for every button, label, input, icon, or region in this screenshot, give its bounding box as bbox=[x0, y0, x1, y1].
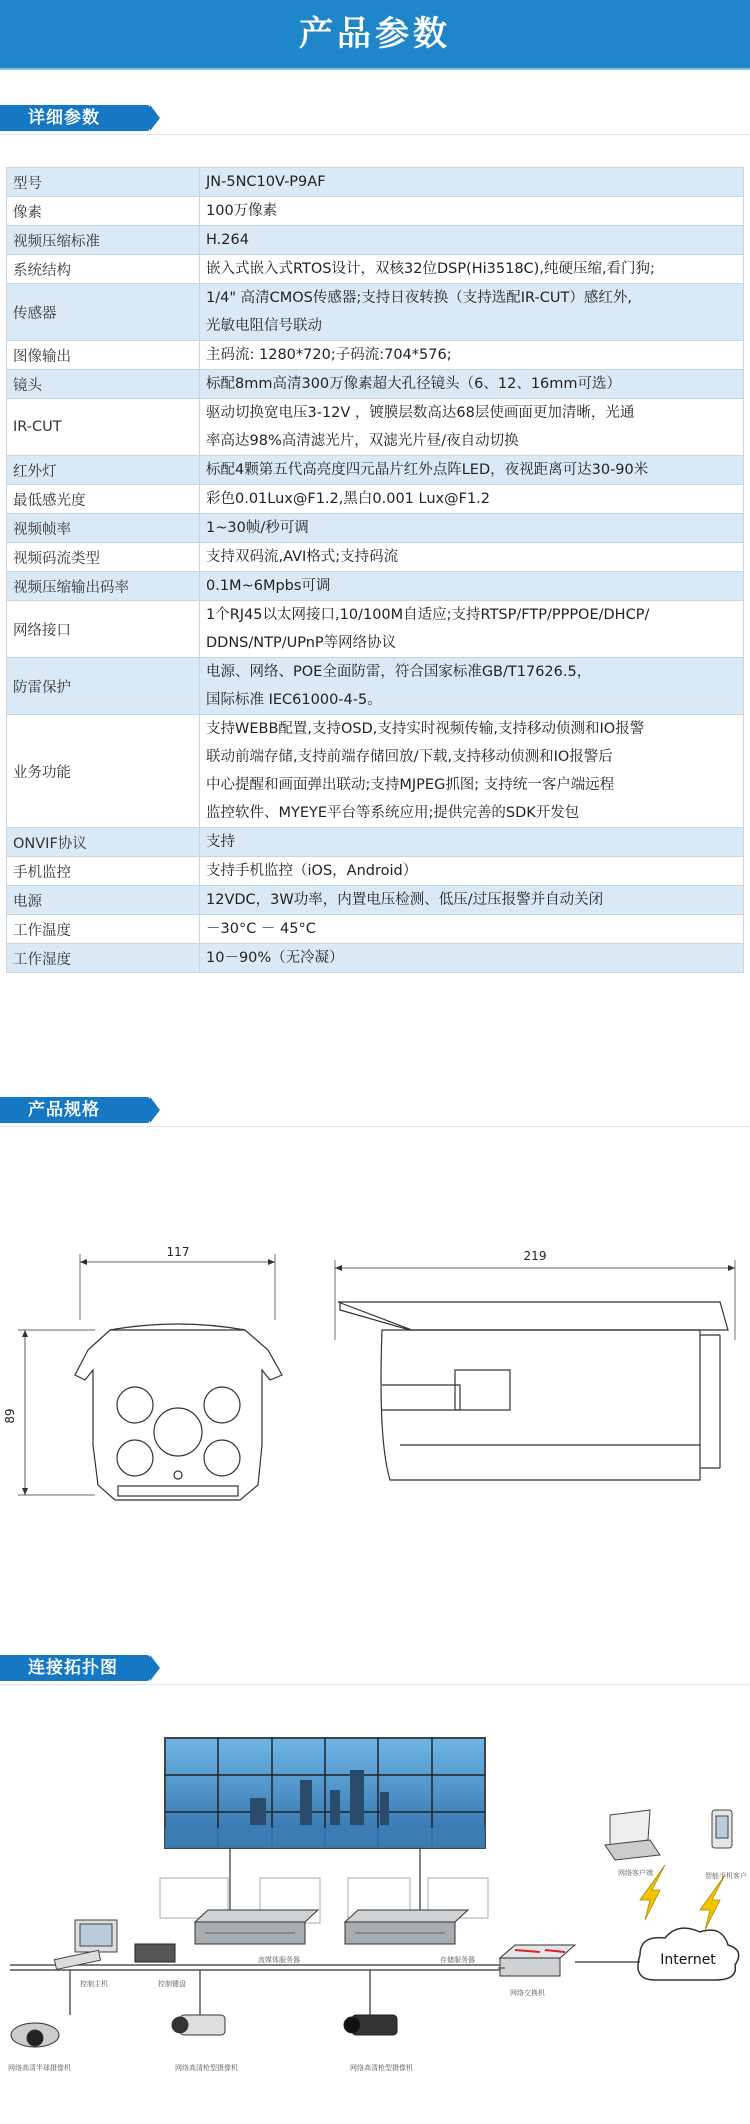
switch-label: 网络交换机 bbox=[510, 1989, 545, 1997]
spec-table bbox=[6, 167, 744, 973]
console-pc bbox=[54, 1920, 117, 1969]
server-1 bbox=[195, 1910, 318, 1944]
spec-row bbox=[7, 399, 744, 456]
spec-key: IR-CUT bbox=[7, 399, 200, 456]
laptop-client bbox=[605, 1810, 660, 1860]
section-title: 产品规格 bbox=[28, 1100, 100, 1120]
server-2 bbox=[345, 1910, 468, 1944]
spec-key: 电源 bbox=[7, 886, 200, 915]
spec-row bbox=[7, 658, 744, 715]
spec-value bbox=[200, 197, 744, 226]
spec-value-line: 彩色0.01Lux@F1.2,黑白0.001 Lux@F1.2 bbox=[206, 491, 491, 507]
video-wall bbox=[165, 1738, 485, 1848]
bullet-camera-white bbox=[172, 2015, 225, 2035]
section-header-topology bbox=[0, 1646, 750, 1686]
spec-key: 系统结构 bbox=[7, 255, 200, 284]
spec-value-line: H.264 bbox=[206, 232, 249, 248]
server1-label: 流媒体服务器 bbox=[258, 1956, 300, 1964]
cam2-label: 网络高清枪型摄像机 bbox=[175, 2064, 238, 2072]
spec-key: 网络接口 bbox=[7, 601, 200, 658]
spec-row bbox=[7, 601, 744, 658]
front-view bbox=[18, 1254, 282, 1500]
spec-value-line: 嵌入式嵌入式RTOS设计，双核32位DSP(Hi3518C),纯硬压缩,看门狗; bbox=[206, 261, 655, 277]
internet-cloud bbox=[638, 1928, 739, 1980]
spec-key: 图像输出 bbox=[7, 341, 200, 370]
spec-row bbox=[7, 197, 744, 226]
section-title: 详细参数 bbox=[28, 108, 100, 128]
spec-key: 防雷保护 bbox=[7, 658, 200, 715]
server2-label: 存储服务器 bbox=[440, 1956, 475, 1964]
side-length-label: 219 bbox=[523, 1249, 547, 1263]
spec-value-line: 国际标准 IEC61000-4-5。 bbox=[206, 692, 382, 708]
spec-value-line: 监控软件、MYEYE平台等系统应用;提供完善的SDK开发包 bbox=[206, 805, 580, 821]
page-banner bbox=[0, 0, 750, 70]
control-keyboard bbox=[135, 1944, 175, 1962]
spec-value-line: 1个RJ45以太网接口,10/100M自适应;支持RTSP/FTP/PPPOE/DHCP/ bbox=[206, 607, 650, 623]
spec-key: 视频压缩输出码率 bbox=[7, 572, 200, 601]
spec-value-line: 0.1M~6Mpbs可调 bbox=[206, 578, 331, 594]
spec-value bbox=[200, 456, 744, 485]
spec-value bbox=[200, 255, 744, 284]
bullet-camera-black bbox=[344, 2015, 397, 2035]
spec-value bbox=[200, 284, 744, 341]
spec-key: 手机监控 bbox=[7, 857, 200, 886]
page-title: 产品参数 bbox=[299, 14, 451, 54]
spec-value-line: 中心提醒和画面弹出联动;支持MJPEG抓图; 支持统一客户端远程 bbox=[206, 777, 615, 793]
internet-label: Internet bbox=[660, 1952, 716, 1968]
spec-value bbox=[200, 572, 744, 601]
keyboard-label: 控制键盘 bbox=[158, 1980, 186, 1988]
spec-value bbox=[200, 944, 744, 973]
front-width-label: 117 bbox=[166, 1245, 190, 1259]
pc-client-label: 网络客户端 bbox=[618, 1869, 653, 1877]
spec-value-line: 主码流: 1280*720;子码流:704*576; bbox=[206, 347, 452, 363]
spec-row bbox=[7, 715, 744, 828]
dimension-drawing bbox=[0, 1240, 750, 1540]
spec-key: 业务功能 bbox=[7, 715, 200, 828]
spec-value-line: 12VDC，3W功率，内置电压检测、低压/过压报警并自动关闭 bbox=[206, 892, 604, 908]
spec-value-line: 支持双码流,AVI格式;支持码流 bbox=[206, 549, 399, 565]
spec-key: 工作温度 bbox=[7, 915, 200, 944]
spec-key: 工作湿度 bbox=[7, 944, 200, 973]
spec-key: 视频码流类型 bbox=[7, 543, 200, 572]
spec-key: 像素 bbox=[7, 197, 200, 226]
spec-row bbox=[7, 168, 744, 197]
cam3-label: 网络高清枪型摄像机 bbox=[350, 2064, 413, 2072]
spec-row bbox=[7, 341, 744, 370]
spec-row bbox=[7, 284, 744, 341]
spec-row bbox=[7, 370, 744, 399]
spec-value bbox=[200, 399, 744, 456]
section-title: 连接拓扑图 bbox=[28, 1658, 118, 1678]
section-header-spec bbox=[0, 1088, 750, 1128]
spec-row bbox=[7, 572, 744, 601]
spec-row bbox=[7, 514, 744, 543]
spec-value bbox=[200, 514, 744, 543]
spec-key: 红外灯 bbox=[7, 456, 200, 485]
spec-value-line: 率高达98%高清滤光片，双滤光片昼/夜自动切换 bbox=[206, 433, 519, 449]
spec-value bbox=[200, 915, 744, 944]
spec-row bbox=[7, 456, 744, 485]
spec-value bbox=[200, 226, 744, 255]
spec-row bbox=[7, 226, 744, 255]
spec-key: 型号 bbox=[7, 168, 200, 197]
spec-value bbox=[200, 370, 744, 399]
spec-value-line: 电源、网络、POE全面防雷，符合国家标准GB/T17626.5， bbox=[206, 664, 592, 680]
spec-row bbox=[7, 915, 744, 944]
spec-value bbox=[200, 658, 744, 715]
spec-value bbox=[200, 857, 744, 886]
spec-key: 传感器 bbox=[7, 284, 200, 341]
spec-value-line: 支持 bbox=[206, 834, 235, 850]
spec-value bbox=[200, 886, 744, 915]
spec-row bbox=[7, 543, 744, 572]
spec-key: 镜头 bbox=[7, 370, 200, 399]
spec-value bbox=[200, 543, 744, 572]
spec-value bbox=[200, 341, 744, 370]
spec-value-line: 驱动切换宽电压3-12V ，镀膜层数高达68层使画面更加清晰，光通 bbox=[206, 405, 635, 421]
spec-value-line: 联动前端存储,支持前端存储回放/下载,支持移动侦测和IO报警后 bbox=[206, 749, 613, 765]
spec-value-line: 支持手机监控（iOS，Android） bbox=[206, 863, 418, 879]
spec-value-line: 100万像素 bbox=[206, 203, 278, 219]
spec-value bbox=[200, 601, 744, 658]
spec-value-line: 支持WEBB配置,支持OSD,支持实时视频传输,支持移动侦测和IO报警 bbox=[206, 721, 645, 737]
spec-value-line: 标配8mm高清300万像素超大孔径镜头（6、12、16mm可选） bbox=[206, 376, 622, 392]
spec-value-line: 光敏电阻信号联动 bbox=[206, 318, 322, 334]
spec-value-line: 1/4" 高清CMOS传感器;支持日夜转换（支持选配IR-CUT）感红外, bbox=[206, 290, 632, 306]
spec-value-line: 1~30帧/秒可调 bbox=[206, 520, 309, 536]
front-height-label: 89 bbox=[3, 1408, 17, 1424]
spec-value-line: －30°C － 45°C bbox=[206, 921, 316, 937]
spec-value bbox=[200, 485, 744, 514]
spec-value bbox=[200, 828, 744, 857]
dome-camera bbox=[11, 2023, 59, 2047]
spec-value bbox=[200, 715, 744, 828]
spec-value-line: 10－90%（无冷凝） bbox=[206, 950, 344, 966]
spec-value-line: 标配4颗第五代高亮度四元晶片红外点阵LED，夜视距离可达30-90米 bbox=[206, 462, 649, 478]
side-view bbox=[335, 1260, 735, 1480]
console-label: 控制主机 bbox=[80, 1980, 108, 1988]
spec-value bbox=[200, 168, 744, 197]
spec-row bbox=[7, 857, 744, 886]
cam1-label: 网络高清半球摄像机 bbox=[8, 2064, 71, 2072]
network-switch bbox=[500, 1945, 575, 1976]
spec-row bbox=[7, 886, 744, 915]
spec-row bbox=[7, 828, 744, 857]
spec-key: ONVIF协议 bbox=[7, 828, 200, 857]
spec-key: 视频帧率 bbox=[7, 514, 200, 543]
spec-value-line: DDNS/NTP/UPnP等网络协议 bbox=[206, 635, 397, 651]
mobile-phone bbox=[712, 1810, 732, 1848]
spec-key: 最低感光度 bbox=[7, 485, 200, 514]
spec-key: 视频压缩标准 bbox=[7, 226, 200, 255]
mobile-label: 智能手机客户 bbox=[705, 1872, 747, 1880]
section-header-params bbox=[0, 96, 750, 136]
spec-row bbox=[7, 255, 744, 284]
spec-row bbox=[7, 485, 744, 514]
spec-value-line: JN-5NC10V-P9AF bbox=[206, 174, 326, 190]
topology-diagram bbox=[0, 1700, 750, 2120]
spec-row bbox=[7, 944, 744, 973]
